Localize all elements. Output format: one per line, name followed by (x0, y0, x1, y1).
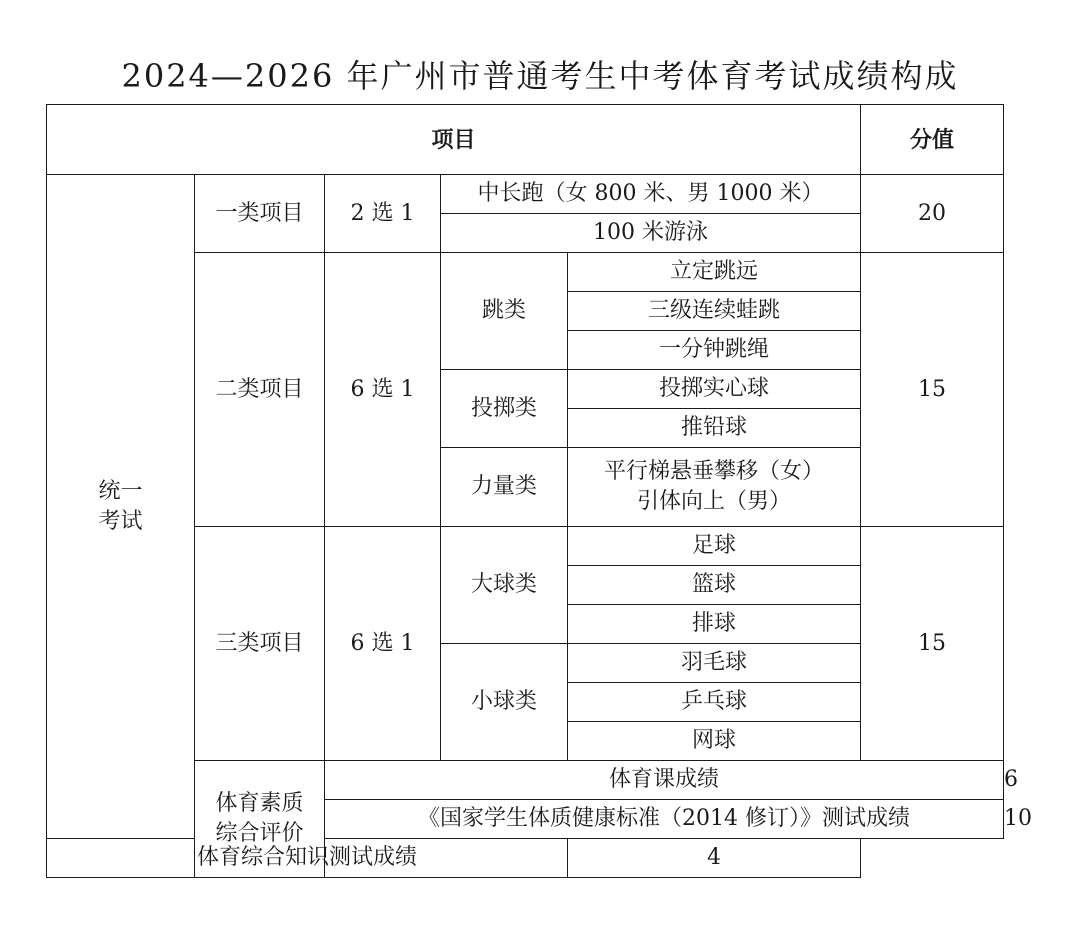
pe-quality-item: 体育综合知识测试成绩 (47, 839, 568, 878)
event-item: 一分钟跳绳 (568, 331, 861, 370)
event-item: 乒乓球 (568, 683, 861, 722)
category3-name: 三类项目 (195, 527, 325, 761)
unified-exam-label: 统一 考试 (47, 175, 195, 839)
table-row (47, 175, 1004, 214)
category3-score: 15 (861, 527, 1004, 761)
group-throw: 投掷类 (441, 370, 568, 448)
event-item: 篮球 (568, 566, 861, 605)
category3-choice: 6 选 1 (325, 527, 441, 761)
event-item-strength: 平行梯悬垂攀移（女） 引体向上（男） (568, 448, 861, 527)
header-item: 项目 (47, 105, 861, 175)
event-item: 足球 (568, 527, 861, 566)
event-item: 排球 (568, 605, 861, 644)
event-item: 网球 (568, 722, 861, 761)
event-item: 三级连续蛙跳 (568, 292, 861, 331)
group-strength: 力量类 (441, 448, 568, 527)
group-small-ball: 小球类 (441, 644, 568, 761)
event-item: 投掷实心球 (568, 370, 861, 409)
event-item: 羽毛球 (568, 644, 861, 683)
pe-quality-label: 体育素质 综合评价 (195, 761, 325, 878)
pe-quality-item: 体育课成绩 (325, 761, 1004, 800)
table-row (47, 839, 1004, 878)
category1-item: 100 米游泳 (441, 214, 861, 253)
pe-quality-score: 4 (568, 839, 861, 878)
category1-score: 20 (861, 175, 1004, 253)
header-row (47, 105, 1004, 175)
category2-choice: 6 选 1 (325, 253, 441, 527)
event-item: 立定跳远 (568, 253, 861, 292)
table-row: 《国家学生体质健康标准（2014 修订）》测试成绩 10 (47, 800, 1004, 839)
group-jump: 跳类 (441, 253, 568, 370)
category2-score: 15 (861, 253, 1004, 527)
page-title: 2024—2026 年广州市普通考生中考体育考试成绩构成 (121, 57, 959, 95)
category1-name: 一类项目 (195, 175, 325, 253)
category1-item: 中长跑（女 800 米、男 1000 米） (441, 175, 861, 214)
score-composition-table (46, 104, 1033, 878)
category2-name: 二类项目 (195, 253, 325, 527)
category1-choice: 2 选 1 (325, 175, 441, 253)
group-big-ball: 大球类 (441, 527, 568, 644)
table-row: 体育素质 综合评价 体育课成绩 6 (47, 761, 1004, 800)
pe-quality-item: 《国家学生体质健康标准（2014 修订）》测试成绩 (325, 800, 1004, 839)
header-score: 分值 (861, 105, 1004, 175)
event-item: 推铅球 (568, 409, 861, 448)
